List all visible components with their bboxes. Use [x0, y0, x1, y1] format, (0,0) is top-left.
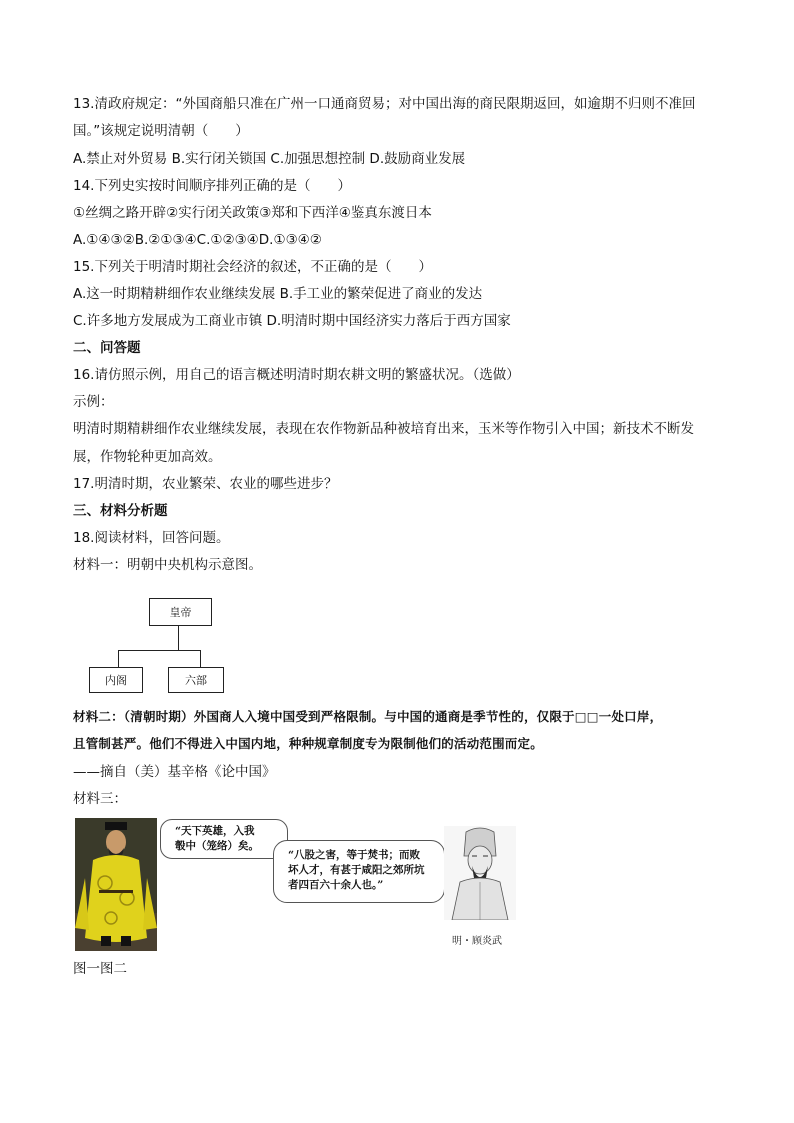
material3-label: 材料三：: [73, 791, 127, 807]
q15-options-ab: A.这一时期精耕细作农业继续发展 B.手工业的繁荣促进了商业的发达: [73, 286, 483, 302]
material2-line-1: 材料二：（清朝时期）外国商人入境中国受到严格限制。与中国的通商是季节性的，仅限于□□一处口岸，: [73, 709, 663, 724]
quote-bubble-1: [160, 819, 288, 859]
connector-horizontal: [118, 650, 201, 651]
q13-stem-1: 13.清政府规定：“外国商船只准在广州一口通商贸易；对中国出海的商民限期返回，如逾期不归则不准回: [73, 96, 696, 112]
material1-label: 材料一：明朝中央机构示意图。: [73, 557, 262, 573]
q16-example-2: 展，作物轮种更加高效。: [73, 449, 222, 465]
connector-vertical: [178, 625, 179, 650]
material2-source: ——摘自（美）基辛格《论中国》: [73, 764, 276, 780]
q14-options: A.①④③②B.②①③④C.①②③④D.①③④②: [73, 232, 322, 248]
quote1-line-2: 彀中（笼络）矣。: [175, 840, 259, 852]
q14-stem: 14.下列史实按时间顺序排列正确的是（ ）: [73, 178, 351, 194]
connector-left: [118, 650, 119, 667]
six-ministries-box: 六部: [168, 667, 224, 693]
gu-yanwu-caption: 明・顾炎武: [452, 936, 502, 947]
section-heading-qa: 二、问答题: [73, 340, 141, 356]
quote2-line-3: 者四百六十余人也。”: [288, 879, 384, 891]
emperor-portrait: [75, 818, 157, 951]
q16-stem: 16.请仿照示例，用自己的语言概述明清时期农耕文明的繁盛状况。（选做）: [73, 367, 520, 383]
emperor-portrait-graphic: [75, 818, 157, 951]
gu-yanwu-portrait: [444, 826, 516, 920]
q13-options: A.禁止对外贸易 B.实行闭关锁国 C.加强思想控制 D.鼓励商业发展: [73, 151, 466, 167]
material2-line-2: 且管制甚严。他们不得进入中国内地，种种规章制度专为限制他们的活动范围而定。: [73, 736, 543, 751]
quote2-line-2: 坏人才，有甚于咸阳之郊所坑: [288, 864, 425, 876]
q13-stem-2: 国。”该规定说明清朝（ ）: [73, 123, 249, 139]
q18-stem: 18.阅读材料，回答问题。: [73, 530, 230, 546]
gu-yanwu-portrait-graphic: [444, 826, 516, 920]
emperor-box: 皇帝: [149, 598, 212, 626]
q14-items: ①丝绸之路开辟②实行闭关政策③郑和下西洋④鉴真东渡日本: [73, 205, 432, 221]
q17-stem: 17.明清时期，农业繁荣、农业的哪些进步？: [73, 476, 338, 492]
figure-captions: 图一图二: [73, 961, 127, 977]
quote1-line-1: “天下英雄，入我: [175, 825, 255, 837]
section-heading-material: 三、材料分析题: [73, 503, 168, 519]
cabinet-box: 内阁: [89, 667, 143, 693]
quote-bubble-2: [273, 840, 445, 903]
quote2-line-1: “八股之害，等于焚书；而败: [288, 849, 421, 861]
q16-example-1: 明清时期精耕细作农业继续发展，表现在农作物新品种被培育出来，玉米等作物引入中国；新技术不断发: [73, 421, 694, 437]
q16-example-label: 示例：: [73, 394, 114, 410]
q15-options-cd: C.许多地方发展成为工商业市镇 D.明清时期中国经济实力落后于西方国家: [73, 313, 511, 329]
q15-stem: 15.下列关于明清时期社会经济的叙述，不正确的是（ ）: [73, 259, 432, 275]
connector-right: [200, 650, 201, 667]
